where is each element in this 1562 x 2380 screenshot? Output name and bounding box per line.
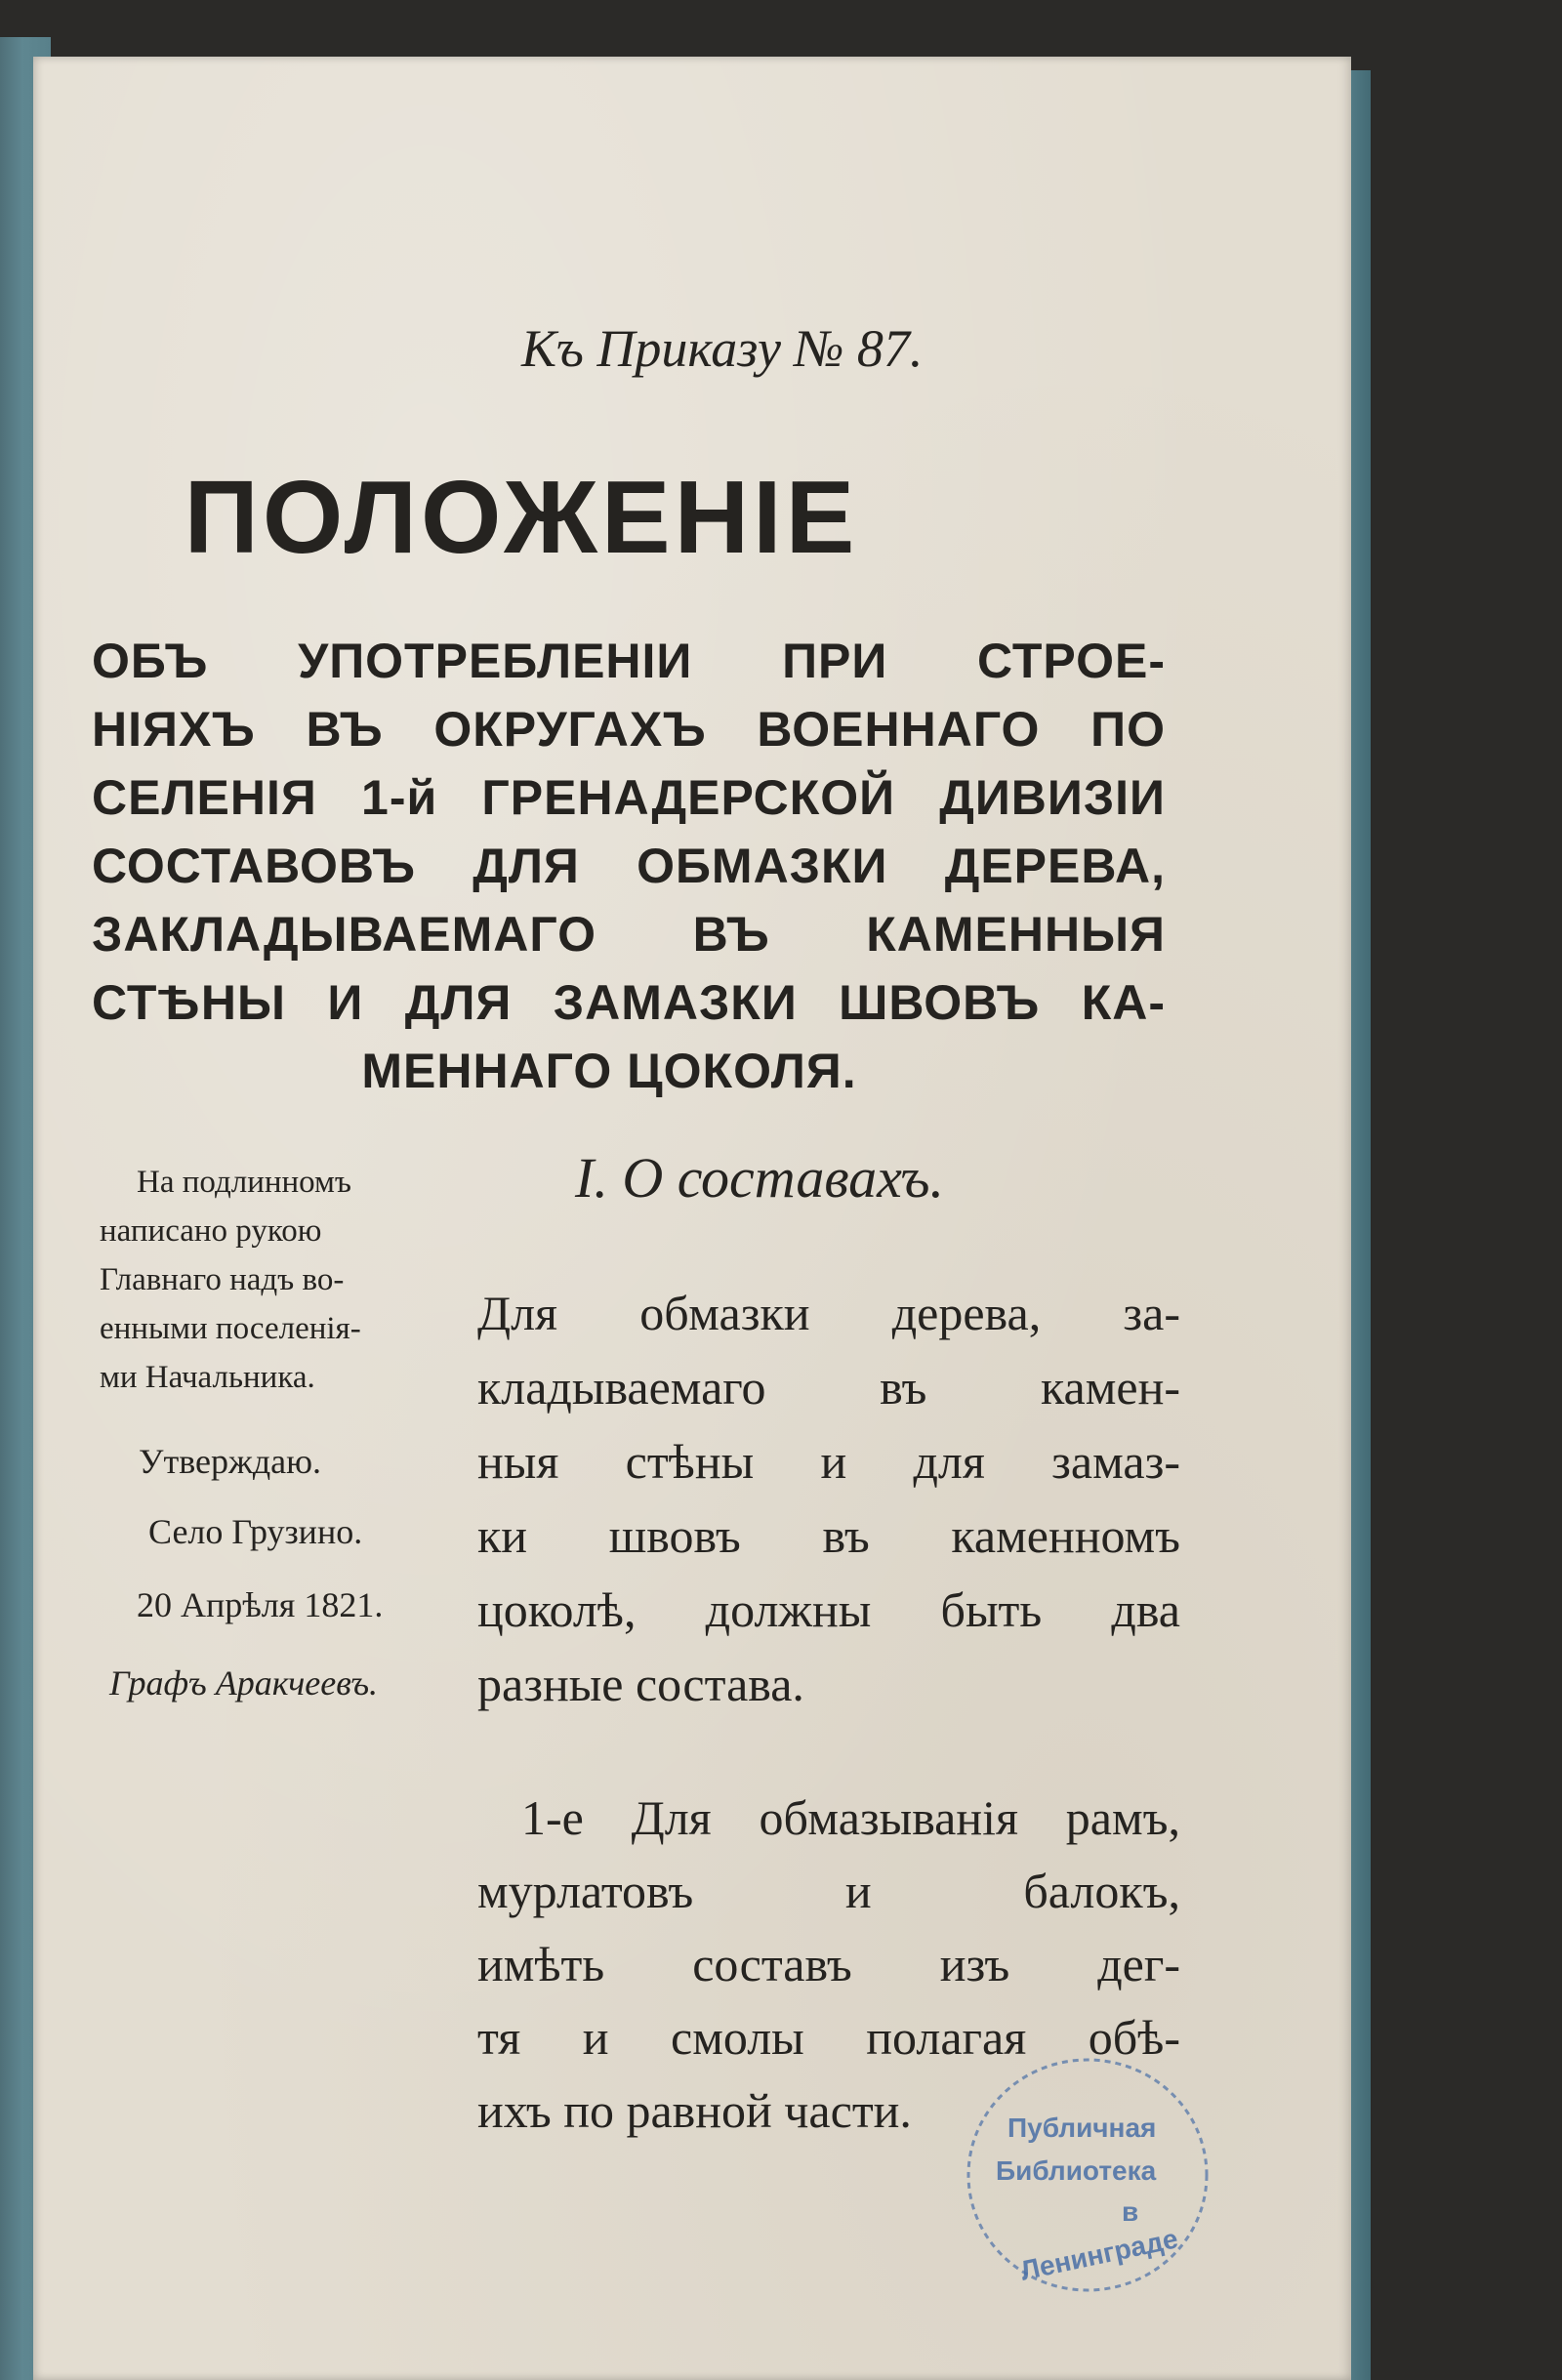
place-text: Село Грузино. (148, 1512, 363, 1551)
order-reference: Къ Приказу № 87. (521, 319, 924, 378)
paragraph-line: ихъ по равной части. (477, 2083, 912, 2138)
approval-text: Утверждаю. (139, 1442, 322, 1481)
subtitle-line: СЕЛЕНІЯ 1-й ГРЕНАДЕРСКОЙ ДИВИЗІИ (92, 770, 1166, 825)
paragraph-line: имѣть составъ изъ дег- (477, 1937, 1180, 1991)
paragraph-line: кладываемаго въ камен- (477, 1360, 1180, 1415)
paragraph-line: 1-е Для обмазыванія рамъ, (521, 1790, 1180, 1845)
section-heading: I. О составахъ. (575, 1146, 945, 1210)
document-title: ПОЛОЖЕНІЕ (184, 460, 859, 575)
subtitle-line: СТѢНЫ И ДЛЯ ЗАМАЗКИ ШВОВЪ КА- (92, 975, 1166, 1030)
paragraph-line: ки швовъ въ каменномъ (477, 1508, 1180, 1563)
date-text: 20 Апрѣля 1821. (137, 1585, 384, 1624)
margin-note-line: ми Начальника. (100, 1360, 315, 1395)
margin-note-line: На подлинномъ (137, 1165, 351, 1200)
library-stamp (961, 2048, 1214, 2302)
subtitle-line: ОБЪ УПОТРЕБЛЕНІИ ПРИ СТРОЕ- (92, 634, 1166, 688)
paragraph-line: ныя стѣны и для замаз- (477, 1434, 1180, 1489)
stamp-text-line: Библиотека (996, 2155, 1157, 2186)
stamp-text-line: Публичная (1007, 2113, 1157, 2143)
paragraph-line: Для обмазки дерева, за- (477, 1286, 1180, 1340)
paragraph-line: мурлатовъ и балокъ, (477, 1864, 1180, 1918)
margin-note-line: енными поселенія- (100, 1311, 361, 1346)
paragraph-line: разные состава. (477, 1657, 804, 1711)
stamp-text-line: в (1122, 2196, 1139, 2227)
subtitle-line: СОСТАВОВЪ ДЛЯ ОБМАЗКИ ДЕРЕВА, (92, 839, 1166, 893)
subtitle-line: МЕННАГО ЦОКОЛЯ. (361, 1044, 857, 1098)
subtitle-line: НІЯХЪ ВЪ ОКРУГАХЪ ВОЕННАГО ПО (92, 702, 1166, 757)
margin-note-line: написано рукою (100, 1213, 322, 1249)
subtitle-line: ЗАКЛАДЫВАЕМАГО ВЪ КАМЕННЫЯ (92, 907, 1166, 962)
stamp-text-line: Ленинграде (1017, 2223, 1181, 2286)
paragraph-line: тя и смолы полагая обѣ- (477, 2010, 1180, 2065)
paragraph-line: цоколѣ, должны быть два (477, 1582, 1180, 1637)
document-page (33, 57, 1351, 2380)
signature-text: Графъ Аракчеевъ. (109, 1663, 379, 1703)
margin-note-line: Главнаго надъ во- (100, 1262, 345, 1297)
